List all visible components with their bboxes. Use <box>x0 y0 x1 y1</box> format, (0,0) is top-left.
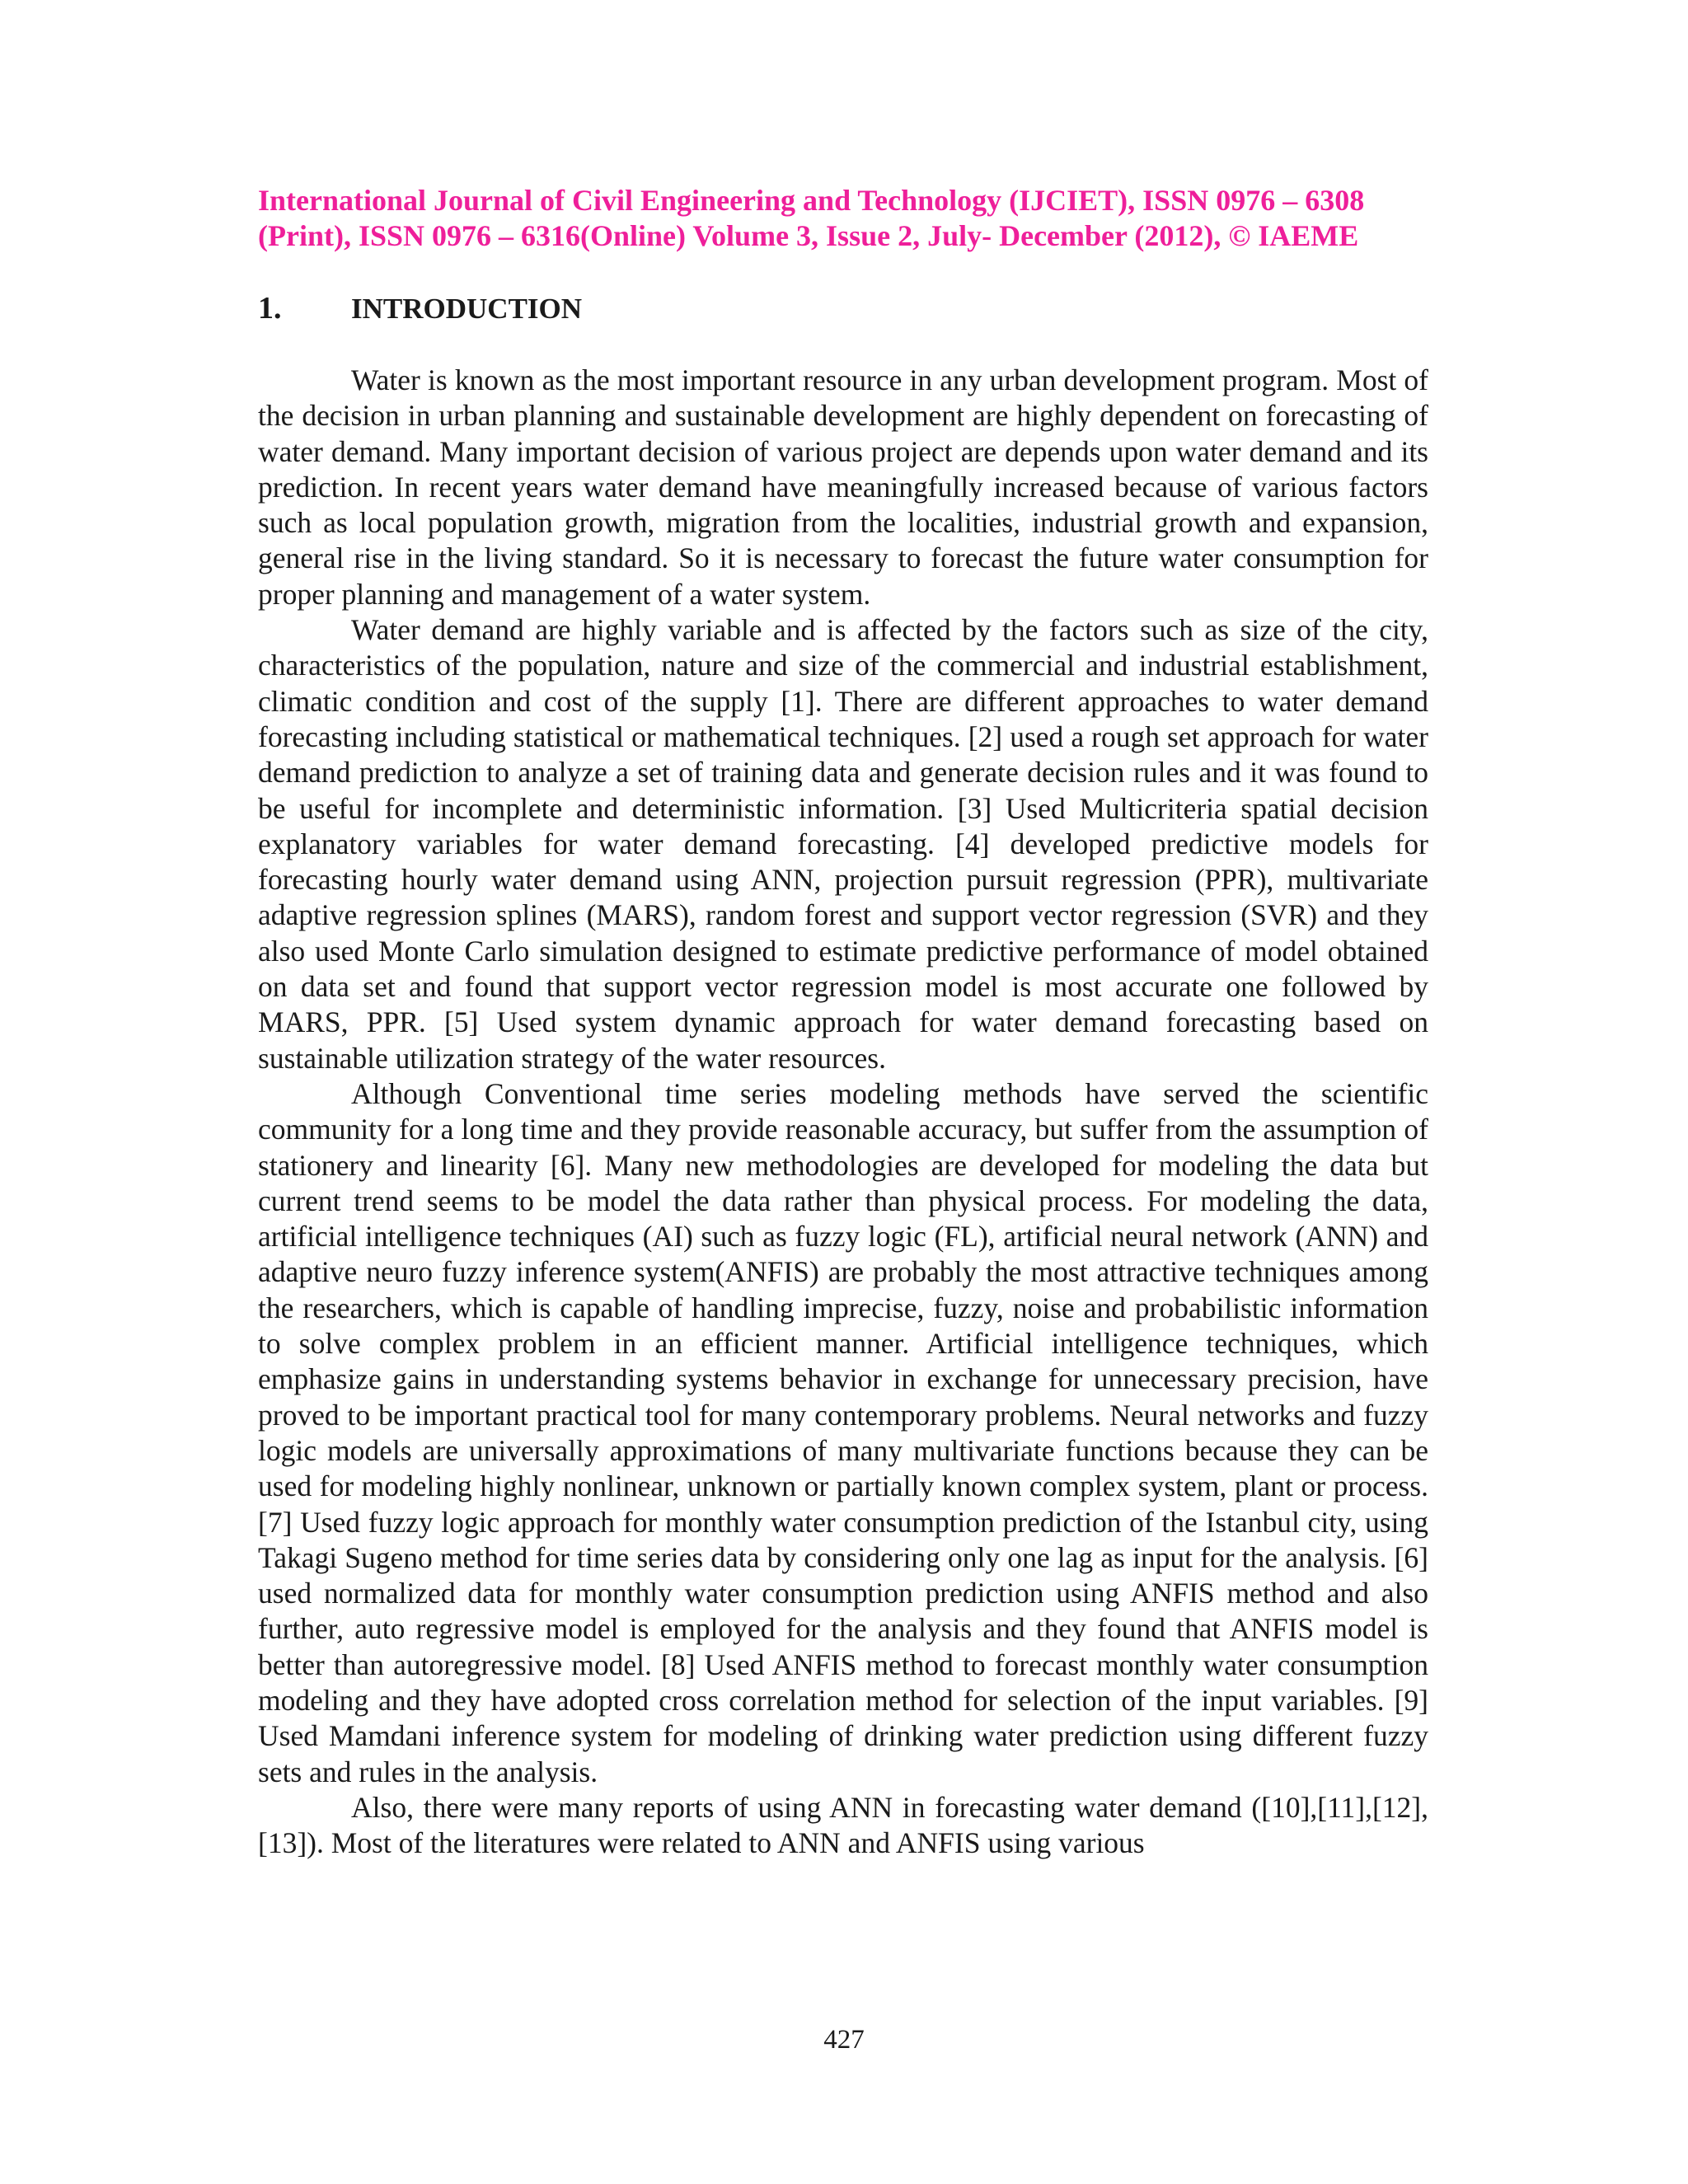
section-number: 1. <box>258 291 282 326</box>
section-title: INTRODUCTION <box>351 293 583 325</box>
section-heading <box>258 290 1428 327</box>
body-text <box>258 363 1428 1861</box>
paragraph: Water is known as the most important resource in any urban development program. Most of the decision in urban planning and sustainable development are highly dependent on forecasting of water demand. Many important decision of various project are depends upon water demand and its prediction. In recent years water demand have meaningfully increased because of various factors such as local population growth, migration from the localities, industrial growth and expansion, general rise in the living standard. So it is necessary to forecast the future water consumption for proper planning and management of a water system. <box>258 363 1428 611</box>
paragraph: Also, there were many reports of using ANN in forecasting water demand ([10],[11],[12],[13]). Most of the literatures were related to ANN and ANFIS using various <box>258 1790 1428 1860</box>
paragraph: Water demand are highly variable and is affected by the factors such as size of the city, characteristics of the population, nature and size of the commercial and industrial establishment, climatic condition and cost of the supply [1]. There are different approaches to water demand forecasting including statistical or mathematical techniques. [2] used a rough set approach for water demand prediction to analyze a set of training data and generate decision rules and it was found to be useful for incomplete and deterministic information. [3] Used Multicriteria spatial decision explanatory variables for water demand forecasting. [4] developed predictive models for forecasting hourly water demand using ANN, projection pursuit regression (PPR), multivariate adaptive regression splines (MARS), random forest and support vector regression (SVR) and they also used Monte Carlo simulation designed to estimate predictive performance of model obtained on data set and found that support vector regression model is most accurate one followed by MARS, PPR. [5] Used system dynamic approach for water demand forecasting based on sustainable utilization strategy of the water resources. <box>258 613 1428 1075</box>
paragraph: Although Conventional time series modeling methods have served the scientific community for a long time and they provide reasonable accuracy, but suffer from the assumption of stationery and linearity [6]. Many new methodologies are developed for modeling the data but current trend seems to be model the data rather than physical process. For modeling the data, artificial intelligence techniques (AI) such as fuzzy logic (FL), artificial neural network (ANN) and adaptive neuro fuzzy inference system(ANFIS) are probably the most attractive techniques among the researchers, which is capable of handling imprecise, fuzzy, noise and probabilistic information to solve complex problem in an efficient manner. Artificial intelligence techniques, which emphasize gains in understanding systems behavior in exchange for unnecessary precision, have proved to be important practical tool for many contemporary problems. Neural networks and fuzzy logic models are universally approximations of many multivariate functions because they can be used for modeling highly nonlinear, unknown or partially known complex system, plant or process. [7] Used fuzzy logic approach for monthly water consumption prediction of the Istanbul city, using Takagi Sugeno method for time series data by considering only one lag as input for the analysis. [6] used normalized data for monthly water consumption prediction using ANFIS method and also further, auto regressive model is employed for the analysis and they found that ANFIS model is better than autoregressive model. [8] Used ANFIS method to forecast monthly water consumption modeling and they have adopted cross correlation method for selection of the input variables. [9] Used Mamdani inference system for modeling of drinking water prediction using different fuzzy sets and rules in the analysis. <box>258 1076 1428 1788</box>
journal-header-line-2: (Print), ISSN 0976 – 6316(Online) Volume 3, Issue 2, July- December (2012), © IAEME <box>258 219 1359 252</box>
page-number: 427 <box>823 2025 865 2055</box>
journal-header-line-1: International Journal of Civil Engineering and Technology (IJCIET), ISSN 0976 – 6308 <box>258 184 1365 217</box>
journal-header <box>258 183 1437 254</box>
